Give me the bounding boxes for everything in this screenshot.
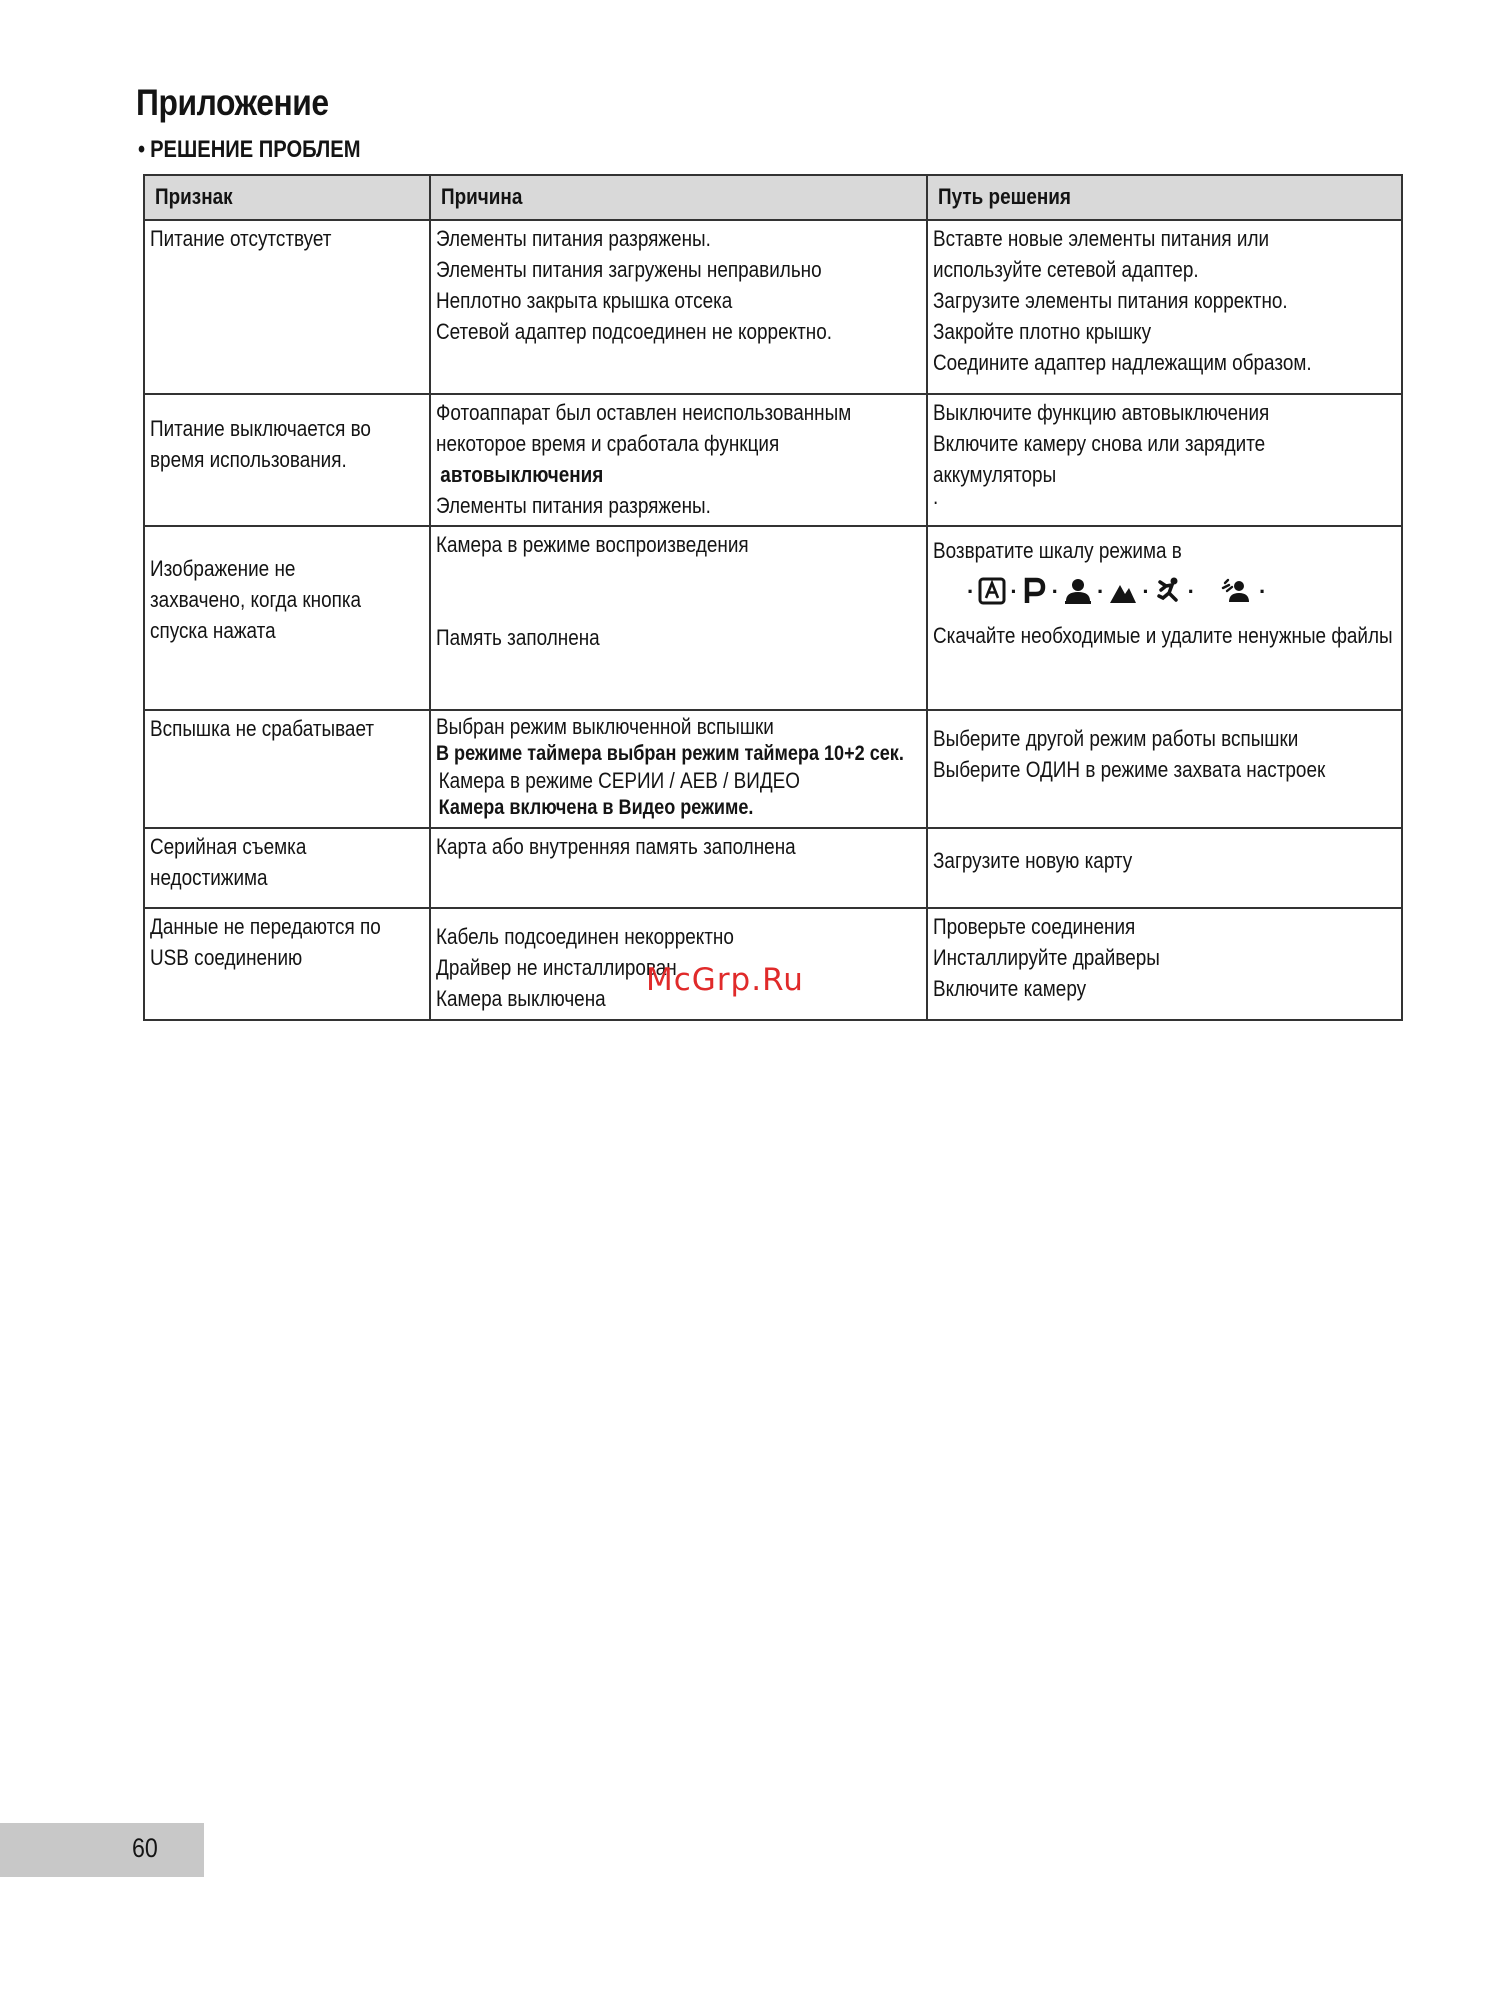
symptom-line: Питание выключается во [150, 416, 371, 441]
header-cause: Причина [430, 175, 927, 220]
solution-cell [927, 908, 1402, 1020]
table-row [144, 710, 1402, 828]
symptom-line: Вспышка не срабатывает [150, 716, 375, 741]
section-heading-text: РЕШЕНИЕ ПРОБЛЕМ [150, 136, 361, 163]
cause-line: Кабель подсоединен некорректно [436, 924, 734, 949]
symptom-line: Серийная съемка [150, 834, 307, 859]
symptom-line: USB соединению [150, 945, 303, 970]
symptom-line: спуска нажата [150, 618, 276, 643]
cause-line: Фотоаппарат был оставлен неиспользованным [436, 400, 852, 425]
solution-cell [927, 828, 1402, 908]
page-number-box [0, 1823, 204, 1877]
section-bullet: • [138, 136, 146, 163]
page-title: Приложение [136, 82, 329, 123]
cause-line: Камера в режиме воспроизведения [436, 532, 749, 557]
symptom-cell [144, 526, 430, 710]
solution-line: Загрузите новую карту [933, 848, 1133, 873]
symptom-line: время использования. [150, 447, 347, 472]
cause-line: Карта або внутренняя память заполнена [436, 834, 796, 859]
solution-line: аккумуляторы [933, 462, 1057, 487]
mode-separator: · [1010, 578, 1018, 604]
cause-cell [430, 526, 927, 710]
solution-line: . [933, 484, 939, 509]
portrait-mode-icon [1063, 577, 1093, 605]
header-solution: Путь решения [927, 175, 1402, 220]
cause-line: В режиме таймера выбран режим таймера 10+2 сек. [436, 742, 904, 765]
table-row [144, 828, 1402, 908]
landscape-mode-icon [1108, 577, 1138, 605]
auto-mode-icon [978, 577, 1006, 605]
mode-separator: · [1096, 578, 1105, 604]
solution-line: Закройте плотно крышку [933, 319, 1152, 344]
mode-separator: · [1051, 578, 1059, 604]
cause-line: Элементы питания загружены неправильно [436, 257, 822, 282]
solution-line: используйте сетевой адаптер. [933, 257, 1199, 282]
night-portrait-mode-icon [1221, 577, 1255, 605]
symptom-line: Питание отсутствует [150, 226, 332, 251]
solution-line: Выберите ОДИН в режиме захвата настроек [933, 757, 1326, 782]
cause-line: автовыключения [440, 462, 604, 487]
symptom-line: захвачено, когда кнопка [150, 587, 362, 612]
cause-line: Камера выключена [436, 986, 606, 1011]
cause-line: Память заполнена [436, 625, 600, 650]
sports-mode-icon [1154, 576, 1184, 606]
cause-line: Камера в режиме СЕРИИ / AEB / ВИДЕО [438, 768, 800, 793]
symptom-cell [144, 908, 430, 1020]
solution-line: Загрузите элементы питания корректно. [933, 288, 1288, 313]
cause-cell [430, 394, 927, 526]
cause-cell [430, 828, 927, 908]
solution-line: Выберите другой режим работы вспышки [933, 726, 1299, 751]
solution-line: Соедините адаптер надлежащим образом. [933, 350, 1312, 375]
mode-separator: · [967, 578, 975, 604]
symptom-cell [144, 710, 430, 828]
symptom-cell [144, 220, 430, 394]
cause-line: Сетевой адаптер подсоединен не корректно. [436, 319, 832, 344]
mode-separator: · [1142, 578, 1150, 604]
cause-spacer [436, 560, 921, 622]
program-mode-icon [1022, 577, 1048, 605]
watermark: McGrp.Ru [646, 962, 804, 998]
section-heading [138, 136, 361, 164]
symptom-line: Данные не передаются по [150, 914, 381, 939]
solution-cell [927, 710, 1402, 828]
cause-line: некоторое время и сработала функция [436, 431, 780, 456]
solution-cell [927, 394, 1402, 526]
table-row [144, 526, 1402, 710]
solution-cell [927, 526, 1402, 710]
solution-line: Включите камеру [933, 976, 1087, 1001]
mode-separator: · [1187, 578, 1195, 604]
cause-line: Выбран режим выключенной вспышки [436, 714, 774, 739]
symptom-line: недостижима [150, 865, 268, 890]
table-row [144, 394, 1402, 526]
solution-cell [927, 220, 1402, 394]
cause-cell [430, 220, 927, 394]
table-header-row [144, 175, 1402, 220]
solution-line: Включите камеру снова или зарядите [933, 431, 1266, 456]
troubleshooting-table [143, 174, 1403, 1021]
cause-line: Камера включена в Видео режиме. [438, 796, 754, 819]
symptom-cell [144, 828, 430, 908]
cause-line: Неплотно закрыта крышка отсека [436, 288, 733, 313]
solution-line: Скачайте необходимые и удалите ненужные файлы [933, 623, 1393, 648]
solution-line: Инсталлируйте драйверы [933, 945, 1160, 970]
cause-cell [430, 710, 927, 828]
page-number: 60 [132, 1833, 158, 1863]
cause-line: Элементы питания разряжены. [436, 226, 711, 251]
solution-line: Проверьте соединения [933, 914, 1136, 939]
symptom-cell [144, 394, 430, 526]
header-symptom: Признак [144, 175, 430, 220]
symptom-line: Изображение не [150, 556, 296, 581]
solution-line: Возвратите шкалу режима в [933, 538, 1182, 563]
cause-line: Драйвер не инсталлирован [436, 955, 677, 980]
cause-line: Элементы питания разряжены. [436, 493, 711, 518]
solution-line: Выключите функцию автовыключения [933, 400, 1270, 425]
mode-dial-icons [933, 574, 1396, 608]
solution-line: Вставте новые элементы питания или [933, 226, 1270, 251]
table-row [144, 220, 1402, 394]
mode-separator: · [1258, 578, 1267, 604]
